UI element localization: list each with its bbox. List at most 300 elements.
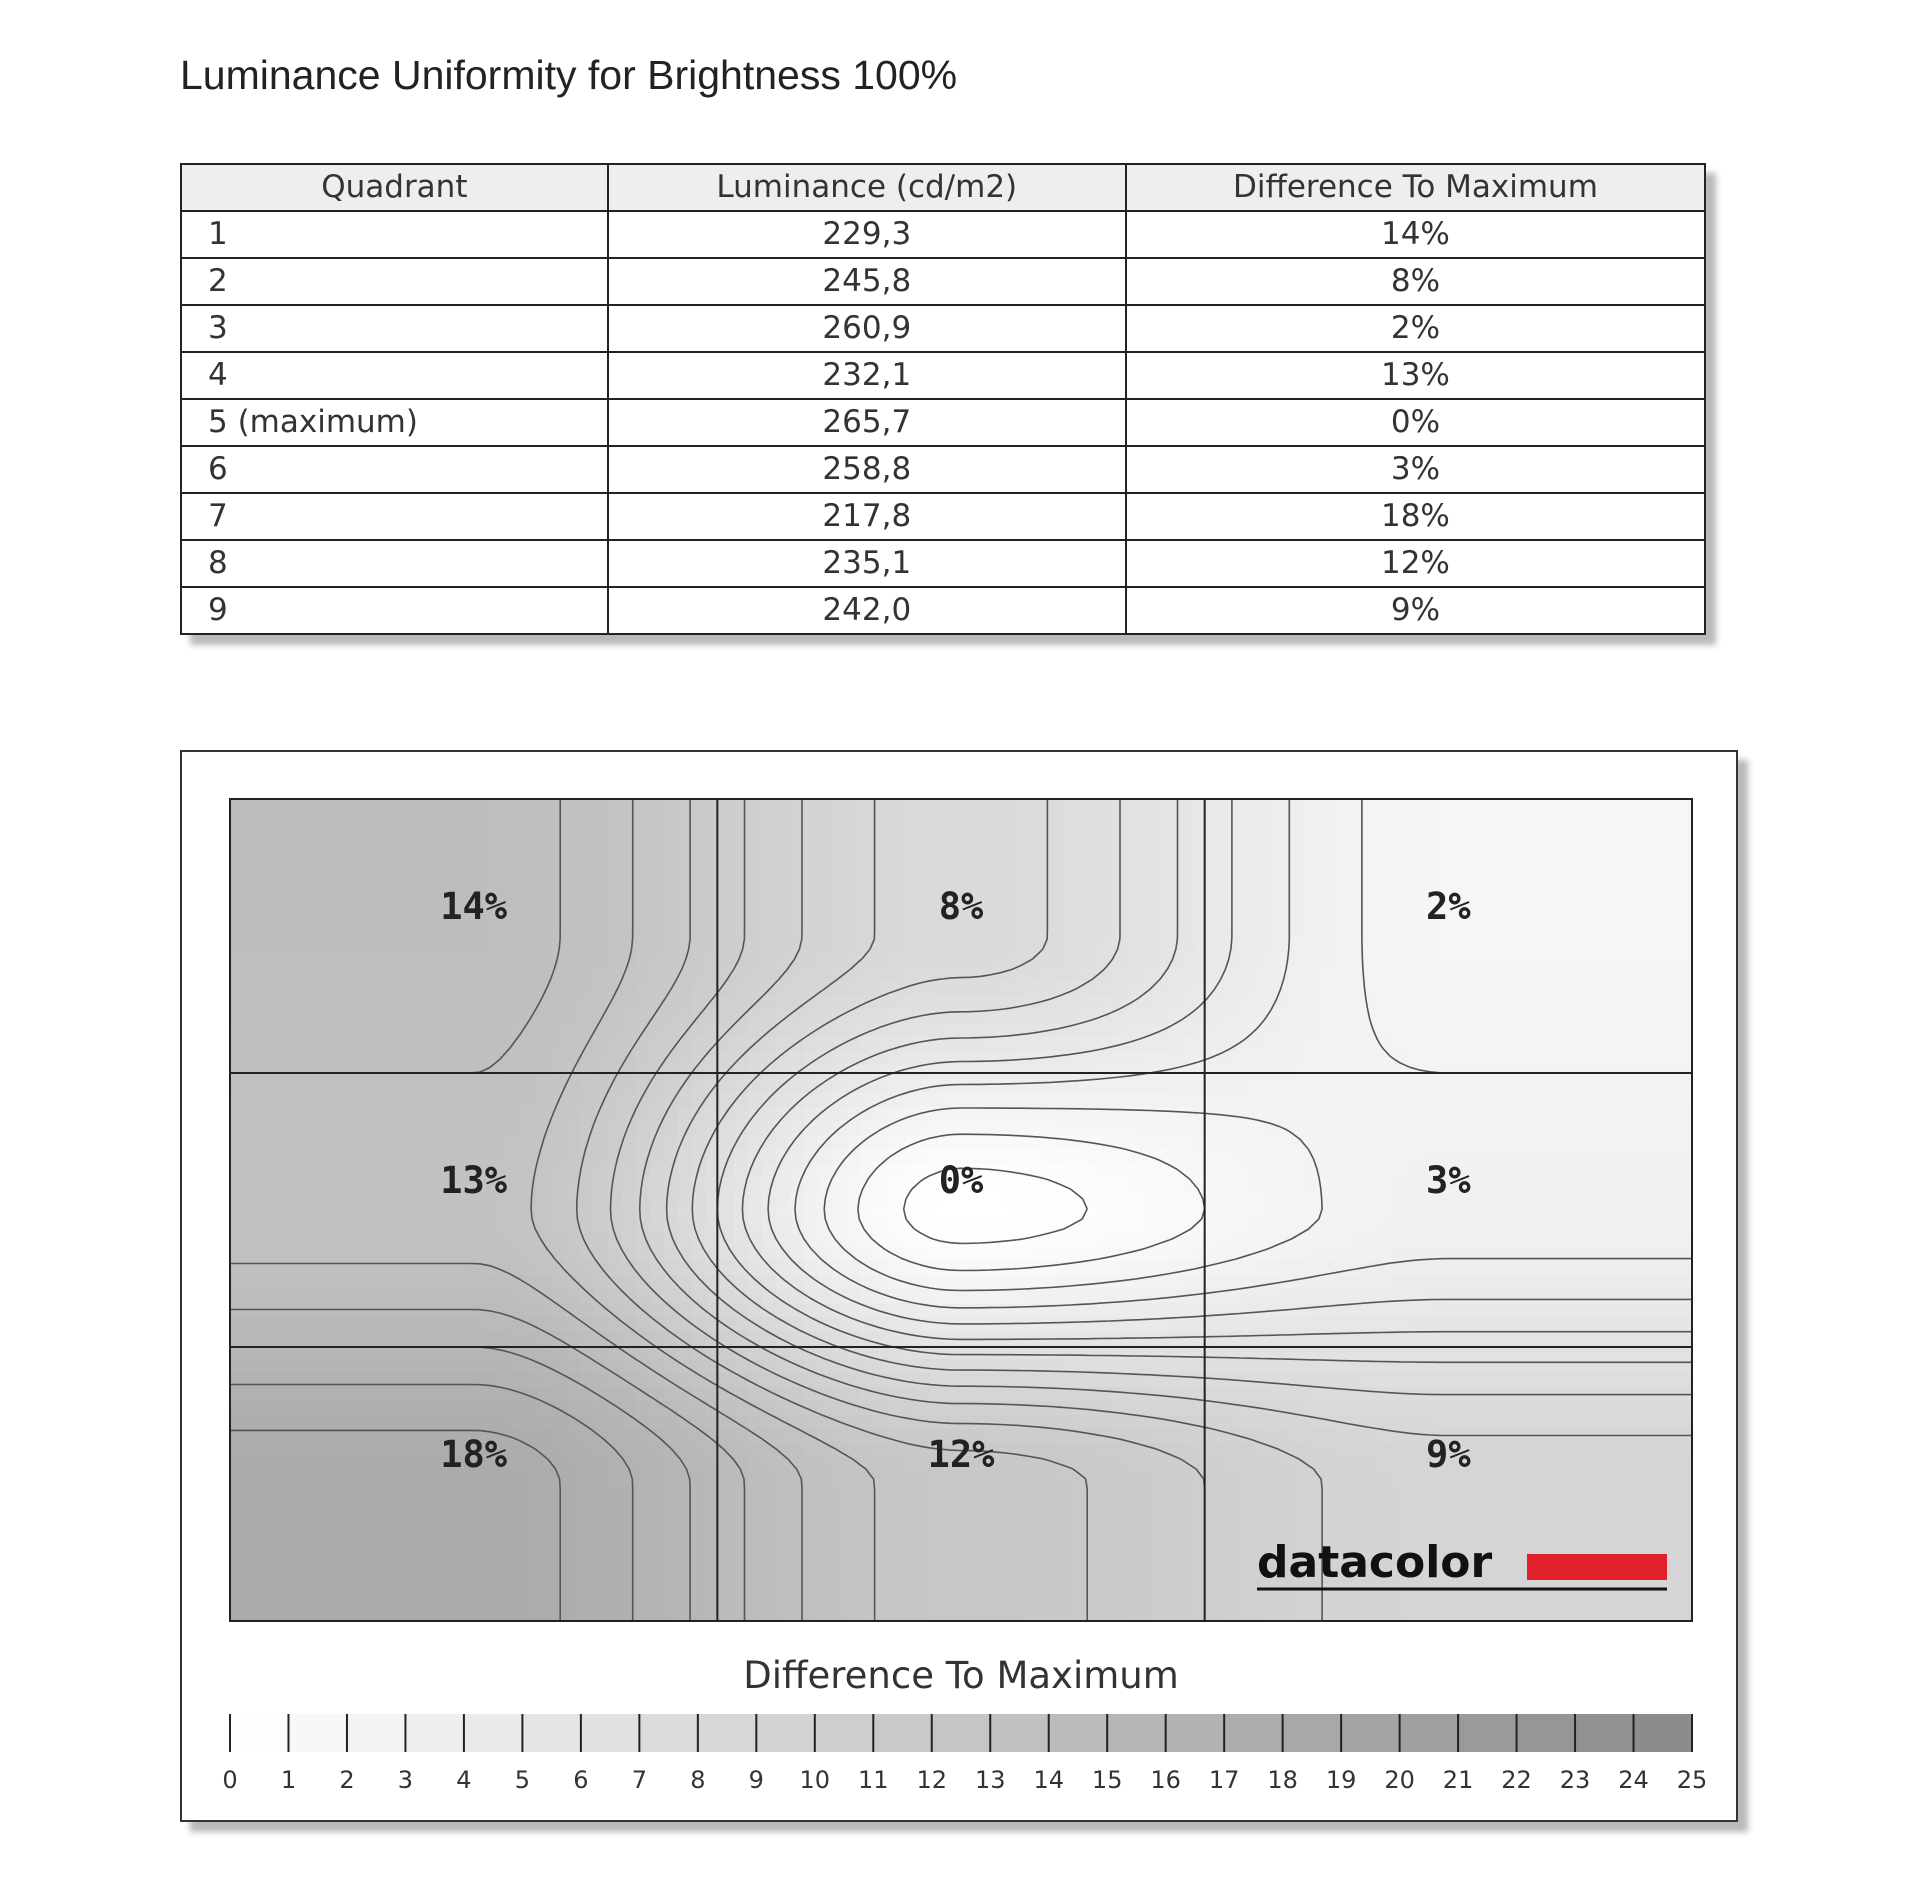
heatmap-tile	[1042, 1009, 1057, 1024]
heatmap-tile	[1238, 981, 1253, 996]
heatmap-tile	[426, 1023, 441, 1038]
heatmap-tile	[1322, 1009, 1337, 1024]
heatmap-tile	[384, 1135, 399, 1150]
heatmap-tile	[664, 1289, 679, 1304]
heatmap-tile	[412, 1289, 427, 1304]
heatmap-tile	[1378, 1093, 1393, 1108]
heatmap-tile	[1378, 1275, 1393, 1290]
cell-difference: 0%	[1126, 399, 1705, 446]
heatmap-tile	[1490, 911, 1505, 926]
heatmap-tile	[1098, 911, 1113, 926]
heatmap-tile	[314, 981, 329, 996]
heatmap-tile	[1266, 1317, 1281, 1332]
heatmap-tile	[1574, 939, 1589, 954]
heatmap-tile	[972, 1037, 987, 1052]
heatmap-tile	[1098, 981, 1113, 996]
heatmap-tile	[1098, 883, 1113, 898]
heatmap-tile	[1182, 967, 1197, 982]
heatmap-tile	[286, 1429, 301, 1444]
heatmap-tile	[328, 883, 343, 898]
heatmap-tile	[1546, 1289, 1561, 1304]
heatmap-tile	[1588, 1261, 1603, 1276]
heatmap-tile	[622, 1233, 637, 1248]
heatmap-tile	[1070, 1121, 1085, 1136]
heatmap-tile	[370, 1303, 385, 1318]
heatmap-tile	[1406, 1415, 1421, 1430]
heatmap-tile	[958, 869, 973, 884]
heatmap-tile	[1098, 1401, 1113, 1416]
heatmap-tile	[286, 1079, 301, 1094]
heatmap-tile	[986, 841, 1001, 856]
heatmap-tile	[930, 1387, 945, 1402]
heatmap-tile	[734, 1233, 749, 1248]
heatmap-tile	[1532, 953, 1547, 968]
heatmap-tile	[258, 1219, 273, 1234]
heatmap-tile	[482, 1331, 497, 1346]
heatmap-tile	[1392, 1443, 1407, 1458]
heatmap-tile	[1518, 1401, 1533, 1416]
heatmap-tile	[1406, 1303, 1421, 1318]
heatmap-tile	[538, 1415, 553, 1430]
heatmap-tile	[1252, 995, 1267, 1010]
heatmap-tile	[860, 813, 875, 828]
heatmap-tile	[1266, 953, 1281, 968]
heatmap-tile	[1350, 883, 1365, 898]
heatmap-tile	[1280, 1317, 1295, 1332]
heatmap-tile	[244, 925, 259, 940]
heatmap-tile	[1602, 981, 1617, 996]
heatmap-tile	[566, 1093, 581, 1108]
heatmap-tile	[1322, 1275, 1337, 1290]
heatmap-tile	[1098, 897, 1113, 912]
heatmap-tile	[608, 869, 623, 884]
heatmap-tile	[1560, 1135, 1575, 1150]
heatmap-tile	[622, 1093, 637, 1108]
heatmap-tile	[874, 1009, 889, 1024]
heatmap-tile	[1574, 1317, 1589, 1332]
heatmap-tile	[1560, 1415, 1575, 1430]
heatmap-tile	[1672, 1149, 1687, 1164]
heatmap-tile	[1028, 799, 1043, 814]
heatmap-tile	[426, 827, 441, 842]
heatmap-tile	[1686, 911, 1701, 926]
heatmap-tile	[286, 1317, 301, 1332]
heatmap-tile	[678, 1163, 693, 1178]
heatmap-tile	[1238, 1205, 1253, 1220]
heatmap-tile	[510, 1009, 525, 1024]
heatmap-tile	[972, 1233, 987, 1248]
heatmap-tile	[1308, 1247, 1323, 1262]
heatmap-tile	[776, 883, 791, 898]
heatmap-tile	[748, 1443, 763, 1458]
heatmap-tile	[608, 841, 623, 856]
heatmap-tile	[314, 1331, 329, 1346]
heatmap-tile	[1252, 1093, 1267, 1108]
heatmap-tile	[650, 1037, 665, 1052]
heatmap-tile	[1462, 1247, 1477, 1262]
heatmap-tile	[804, 897, 819, 912]
heatmap-tile	[664, 1023, 679, 1038]
heatmap-tile	[846, 1233, 861, 1248]
heatmap-tile	[1490, 1289, 1505, 1304]
heatmap-tile	[958, 813, 973, 828]
heatmap-tile	[496, 1219, 511, 1234]
heatmap-tile	[1252, 1135, 1267, 1150]
heatmap-tile	[1000, 1079, 1015, 1094]
heatmap-tile	[902, 897, 917, 912]
heatmap-tile	[580, 1079, 595, 1094]
heatmap-tile	[496, 1107, 511, 1122]
heatmap-tile	[1084, 1023, 1099, 1038]
heatmap-tile	[1574, 953, 1589, 968]
heatmap-tile	[1056, 841, 1071, 856]
heatmap-tile	[356, 1051, 371, 1066]
header-luminance: Luminance (cd/m2)	[608, 164, 1126, 211]
heatmap-tile	[300, 1457, 315, 1472]
heatmap-tile	[1196, 967, 1211, 982]
heatmap-tile	[272, 1317, 287, 1332]
heatmap-tile	[1532, 911, 1547, 926]
heatmap-tile	[1182, 1247, 1197, 1262]
heatmap-tile	[314, 1191, 329, 1206]
heatmap-tile	[272, 911, 287, 926]
heatmap-tile	[804, 911, 819, 926]
heatmap-tile	[692, 953, 707, 968]
heatmap-tile	[1378, 1373, 1393, 1388]
heatmap-tile	[552, 1051, 567, 1066]
heatmap-tile	[1056, 1247, 1071, 1262]
heatmap-tile	[1406, 1261, 1421, 1276]
heatmap-tile	[1574, 1205, 1589, 1220]
heatmap-tile	[1154, 869, 1169, 884]
heatmap-tile	[1154, 883, 1169, 898]
heatmap-tile	[846, 1275, 861, 1290]
heatmap-tile	[1252, 1177, 1267, 1192]
heatmap-tile	[958, 1247, 973, 1262]
heatmap-tile	[1042, 1121, 1057, 1136]
heatmap-tile	[1406, 1429, 1421, 1444]
heatmap-tile	[1476, 813, 1491, 828]
heatmap-tile	[1546, 1401, 1561, 1416]
heatmap-tile	[356, 1009, 371, 1024]
heatmap-tile	[314, 1121, 329, 1136]
heatmap-tile	[1560, 1177, 1575, 1192]
heatmap-tile	[972, 1275, 987, 1290]
heatmap-tile	[272, 1289, 287, 1304]
heatmap-tile	[384, 953, 399, 968]
heatmap-tile	[1504, 1219, 1519, 1234]
heatmap-tile	[1588, 925, 1603, 940]
heatmap-tile	[1350, 1415, 1365, 1430]
heatmap-tile	[370, 995, 385, 1010]
heatmap-tile	[622, 1009, 637, 1024]
heatmap-tile	[1462, 1289, 1477, 1304]
heatmap-tile	[1350, 1205, 1365, 1220]
heatmap-tile	[1490, 1009, 1505, 1024]
heatmap-tile	[412, 1331, 427, 1346]
heatmap-tile	[874, 1233, 889, 1248]
heatmap-tile	[1294, 841, 1309, 856]
heatmap-tile	[1574, 1051, 1589, 1066]
heatmap-tile	[1574, 1373, 1589, 1388]
heatmap-tile	[230, 1009, 245, 1024]
heatmap-tile	[1672, 1037, 1687, 1052]
heatmap-tile	[510, 855, 525, 870]
heatmap-tile	[314, 1177, 329, 1192]
heatmap-tile	[272, 1373, 287, 1388]
heatmap-tile	[1392, 1037, 1407, 1052]
heatmap-tile	[636, 799, 651, 814]
heatmap-tile	[1672, 841, 1687, 856]
heatmap-tile	[552, 1401, 567, 1416]
heatmap-tile	[468, 1415, 483, 1430]
heatmap-tile	[342, 1023, 357, 1038]
heatmap-tile	[1098, 1079, 1113, 1094]
heatmap-tile	[1266, 827, 1281, 842]
heatmap-tile	[384, 1275, 399, 1290]
heatmap-tile	[454, 1135, 469, 1150]
heatmap-tile	[1378, 799, 1393, 814]
heatmap-tile	[734, 1149, 749, 1164]
heatmap-tile	[930, 953, 945, 968]
heatmap-tile	[356, 1303, 371, 1318]
heatmap-tile	[384, 883, 399, 898]
heatmap-tile	[426, 1121, 441, 1136]
heatmap-tile	[734, 1037, 749, 1052]
heatmap-tile	[1098, 1415, 1113, 1430]
heatmap-tile	[1112, 995, 1127, 1010]
heatmap-tile	[888, 841, 903, 856]
heatmap-tile	[398, 1205, 413, 1220]
heatmap-tile	[566, 1107, 581, 1122]
heatmap-tile	[762, 939, 777, 954]
heatmap-tile	[300, 855, 315, 870]
heatmap-tile	[902, 841, 917, 856]
heatmap-tile	[1000, 1219, 1015, 1234]
heatmap-tile	[300, 1023, 315, 1038]
heatmap-tile	[258, 925, 273, 940]
heatmap-tile	[734, 911, 749, 926]
heatmap-tile	[272, 1387, 287, 1402]
heatmap-tile	[1322, 1415, 1337, 1430]
heatmap-tile	[1686, 799, 1701, 814]
heatmap-tile	[916, 1037, 931, 1052]
heatmap-tile	[1406, 1023, 1421, 1038]
heatmap-tile	[384, 1121, 399, 1136]
heatmap-tile	[1196, 1359, 1211, 1374]
heatmap-tile	[1420, 1037, 1435, 1052]
heatmap-tile	[1238, 1135, 1253, 1150]
heatmap-tile	[706, 1163, 721, 1178]
heatmap-tile	[440, 1317, 455, 1332]
heatmap-tile	[986, 939, 1001, 954]
heatmap-tile	[496, 1415, 511, 1430]
heatmap-tile	[790, 1359, 805, 1374]
heatmap-tile	[636, 1429, 651, 1444]
heatmap-tile	[734, 1163, 749, 1178]
heatmap-tile	[286, 1191, 301, 1206]
heatmap-tile	[1364, 1387, 1379, 1402]
heatmap-tile	[454, 1387, 469, 1402]
heatmap-tile	[1280, 1093, 1295, 1108]
heatmap-tile	[692, 967, 707, 982]
heatmap-tile	[1644, 1359, 1659, 1374]
heatmap-tile	[1294, 897, 1309, 912]
heatmap-tile	[636, 995, 651, 1010]
heatmap-tile	[1392, 1247, 1407, 1262]
heatmap-tile	[1602, 855, 1617, 870]
heatmap-tile	[1056, 1009, 1071, 1024]
heatmap-tile	[300, 813, 315, 828]
heatmap-tile	[1462, 953, 1477, 968]
heatmap-tile	[1364, 939, 1379, 954]
heatmap-tile	[342, 1121, 357, 1136]
heatmap-tile	[930, 995, 945, 1010]
heatmap-tile	[902, 953, 917, 968]
heatmap-tile	[1644, 897, 1659, 912]
heatmap-tile	[412, 1191, 427, 1206]
heatmap-tile	[384, 1093, 399, 1108]
heatmap-tile	[1210, 813, 1225, 828]
heatmap-tile	[1672, 1261, 1687, 1276]
heatmap-tile	[986, 855, 1001, 870]
heatmap-tile	[1504, 1023, 1519, 1038]
heatmap-tile	[1000, 1373, 1015, 1388]
heatmap-tile	[412, 855, 427, 870]
heatmap-tile	[1154, 1191, 1169, 1206]
heatmap-tile	[1014, 1219, 1029, 1234]
heatmap-tile	[790, 1387, 805, 1402]
heatmap-tile	[1336, 1079, 1351, 1094]
heatmap-tile	[790, 981, 805, 996]
heatmap-tile	[1658, 1275, 1673, 1290]
heatmap-tile	[1602, 911, 1617, 926]
heatmap-tile	[888, 1233, 903, 1248]
heatmap-tile	[664, 1415, 679, 1430]
heatmap-tile	[328, 1401, 343, 1416]
heatmap-tile	[1602, 953, 1617, 968]
heatmap-tile	[1280, 1429, 1295, 1444]
heatmap-tile	[1196, 1317, 1211, 1332]
heatmap-tile	[1168, 1219, 1183, 1234]
heatmap-tile	[818, 939, 833, 954]
heatmap-tile	[748, 897, 763, 912]
heatmap-tile	[1630, 1079, 1645, 1094]
heatmap-tile	[440, 1093, 455, 1108]
heatmap-tile	[1406, 1093, 1421, 1108]
heatmap-tile	[1000, 841, 1015, 856]
heatmap-tile	[1504, 855, 1519, 870]
heatmap-tile	[1490, 869, 1505, 884]
heatmap-tile	[692, 813, 707, 828]
heatmap-tile	[398, 981, 413, 996]
heatmap-tile	[1504, 1415, 1519, 1430]
heatmap-tile	[1686, 1191, 1701, 1206]
heatmap-tile	[692, 1037, 707, 1052]
heatmap-tile	[1014, 1247, 1029, 1262]
heatmap-tile	[552, 1037, 567, 1052]
heatmap-tile	[342, 799, 357, 814]
heatmap-tile	[860, 897, 875, 912]
heatmap-tile	[958, 799, 973, 814]
heatmap-tile	[328, 1233, 343, 1248]
heatmap-tile	[608, 799, 623, 814]
heatmap-tile	[846, 1121, 861, 1136]
heatmap-tile	[1280, 1261, 1295, 1276]
heatmap-tile	[706, 799, 721, 814]
heatmap-tile	[1294, 1051, 1309, 1066]
heatmap-tile	[1602, 1247, 1617, 1262]
heatmap-tile	[300, 967, 315, 982]
heatmap-tile	[720, 911, 735, 926]
heatmap-tile	[1056, 953, 1071, 968]
heatmap-tile	[1280, 1107, 1295, 1122]
heatmap-tile	[1084, 869, 1099, 884]
heatmap-tile	[748, 911, 763, 926]
heatmap-tile	[972, 1079, 987, 1094]
heatmap-tile	[412, 799, 427, 814]
heatmap-tile	[1686, 827, 1701, 842]
heatmap-tile	[1266, 1429, 1281, 1444]
heatmap-tile	[468, 1205, 483, 1220]
heatmap-tile	[1462, 799, 1477, 814]
heatmap-tile	[1658, 841, 1673, 856]
heatmap-tile	[1350, 1037, 1365, 1052]
heatmap-tile	[720, 1373, 735, 1388]
heatmap-tile	[902, 827, 917, 842]
heatmap-tile	[720, 1191, 735, 1206]
heatmap-tile	[454, 995, 469, 1010]
heatmap-tile	[384, 1415, 399, 1430]
heatmap-tile	[1476, 1009, 1491, 1024]
heatmap-tile	[1000, 1387, 1015, 1402]
heatmap-tile	[1462, 1415, 1477, 1430]
heatmap-tile	[818, 883, 833, 898]
heatmap-tile	[552, 1135, 567, 1150]
heatmap-tile	[566, 981, 581, 996]
heatmap-tile	[1532, 1303, 1547, 1318]
heatmap-tile	[1532, 939, 1547, 954]
heatmap-tile	[314, 995, 329, 1010]
heatmap-tile	[664, 813, 679, 828]
heatmap-tile	[720, 1121, 735, 1136]
heatmap-tile	[1014, 911, 1029, 926]
heatmap-tile	[874, 1415, 889, 1430]
heatmap-tile	[1574, 1219, 1589, 1234]
heatmap-tile	[1406, 995, 1421, 1010]
heatmap-tile	[1602, 1093, 1617, 1108]
heatmap-tile	[1616, 869, 1631, 884]
heatmap-tile	[916, 1205, 931, 1220]
heatmap-tile	[552, 953, 567, 968]
heatmap-tile	[1168, 883, 1183, 898]
heatmap-tile	[1070, 1093, 1085, 1108]
heatmap-tile	[468, 1079, 483, 1094]
heatmap-tile	[594, 953, 609, 968]
heatmap-tile	[1364, 1443, 1379, 1458]
heatmap-tile	[1686, 953, 1701, 968]
heatmap-tile	[1000, 939, 1015, 954]
heatmap-tile	[776, 1233, 791, 1248]
heatmap-tile	[1028, 1429, 1043, 1444]
heatmap-tile	[370, 1163, 385, 1178]
heatmap-tile	[384, 1079, 399, 1094]
heatmap-tile	[874, 1107, 889, 1122]
heatmap-tile	[1420, 1303, 1435, 1318]
heatmap-tile	[1238, 813, 1253, 828]
heatmap-tile	[1322, 1443, 1337, 1458]
heatmap-tile	[944, 1135, 959, 1150]
